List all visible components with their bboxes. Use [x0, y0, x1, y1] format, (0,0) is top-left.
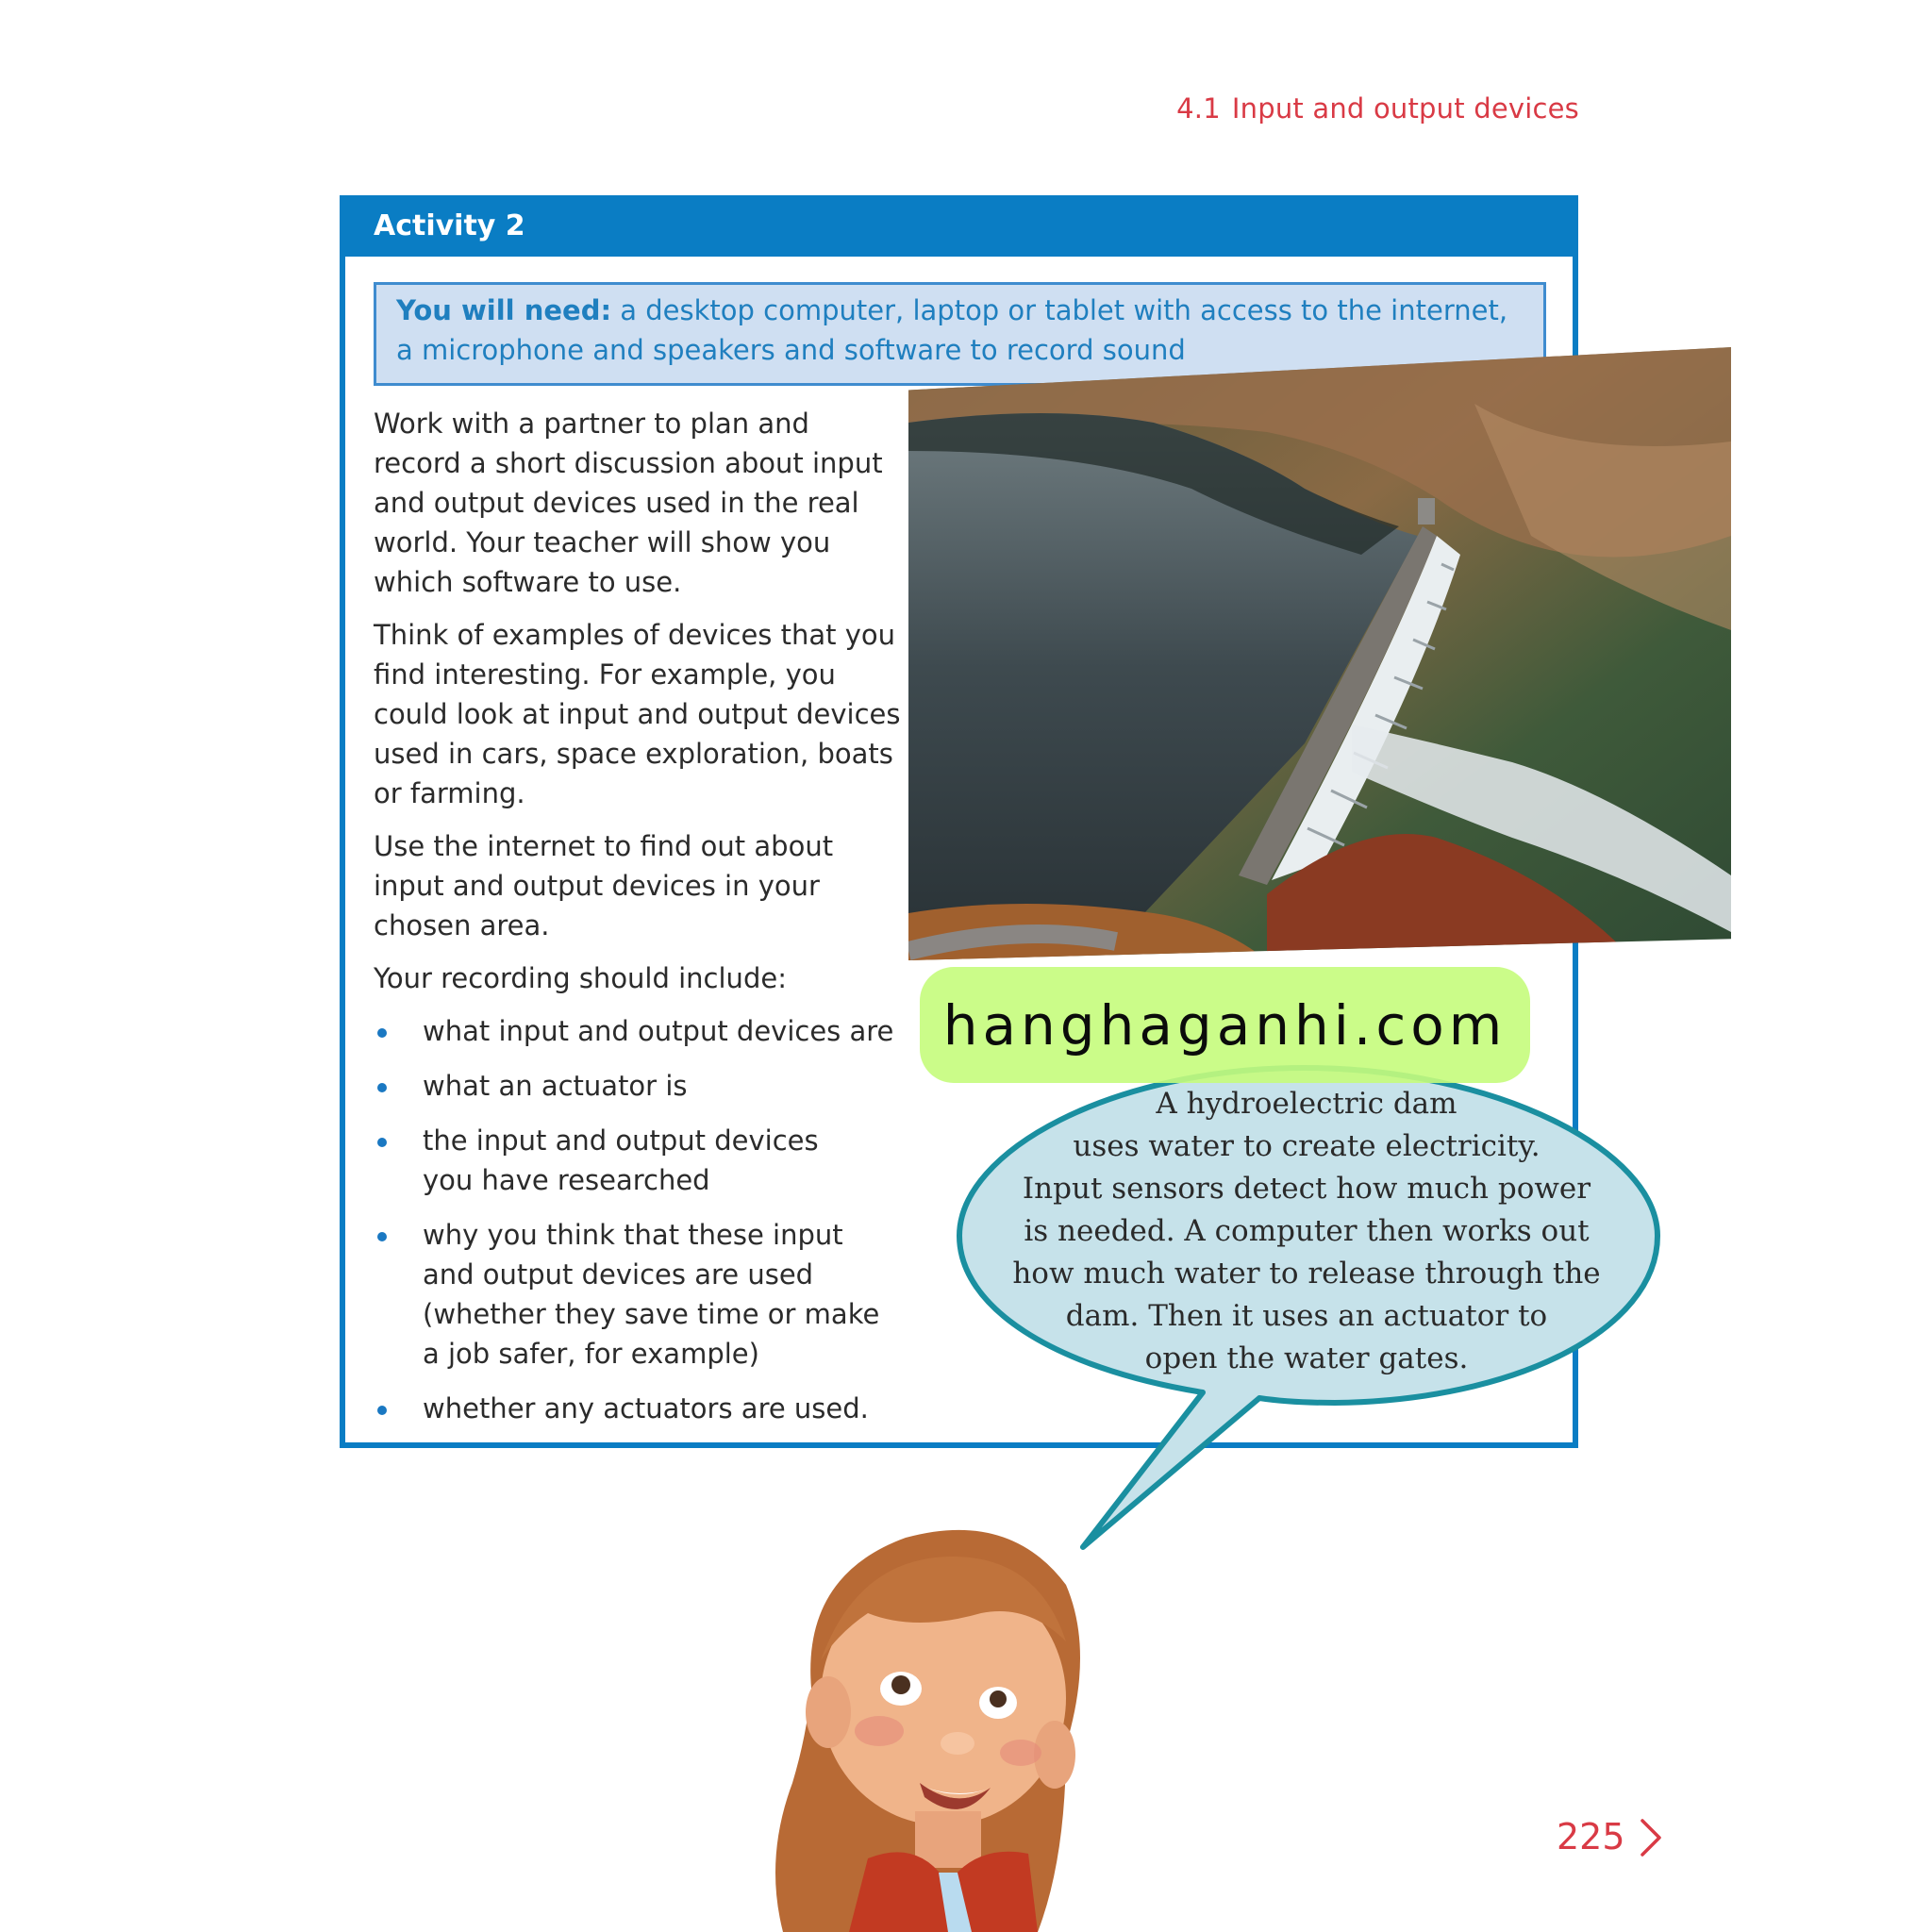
bubble-line: uses water to create electricity.: [1073, 1129, 1541, 1163]
list-item: what input and output devices are: [374, 1011, 902, 1051]
page-number: 225: [1557, 1816, 1625, 1857]
section-number: 4.1: [1176, 92, 1221, 125]
bubble-line: dam. Then it uses an actuator to: [1065, 1299, 1548, 1333]
you-will-need-line1: a desktop computer, laptop or tablet with access to the internet,: [620, 294, 1508, 326]
bubble-line: open the water gates.: [1144, 1341, 1469, 1375]
speech-bubble-text: [981, 1083, 1632, 1380]
dam-photo-image: [908, 347, 1731, 960]
bubble-line: how much water to release through the: [1012, 1257, 1601, 1291]
watermark-text: hanghaganhi.com: [942, 992, 1507, 1058]
list-item: why you think that these input and output devices are used (whether they save time or make a job safer, for example): [374, 1215, 902, 1374]
section-title: Input and output devices: [1231, 92, 1579, 125]
activity-title: Activity 2: [374, 209, 525, 242]
dam-photo: [908, 347, 1731, 960]
activity-header-bar: [340, 195, 1578, 257]
watermark-banner: [920, 967, 1530, 1083]
list-item: whether any actuators are used.: [374, 1389, 902, 1428]
paragraph: Use the internet to find out about input and output devices in your chosen area.: [374, 830, 834, 941]
recording-checklist: [374, 1011, 902, 1428]
girl-illustration: [755, 1500, 1113, 1932]
you-will-need-text: [396, 291, 1528, 370]
paragraph: Your recording should include:: [374, 962, 787, 994]
list-item: what an actuator is: [374, 1066, 800, 1106]
bubble-line: Input sensors detect how much power: [1022, 1172, 1591, 1206]
list-item: the input and output devices you have researched: [374, 1121, 838, 1200]
paragraph: Work with a partner to plan and record a short discussion about input and output devices used in the real world. Your teacher will show you which software to use.: [374, 408, 883, 598]
activity-body: [374, 404, 902, 1443]
you-will-need-line2: a microphone and speakers and software to record sound: [396, 334, 1186, 366]
running-head: [1132, 92, 1579, 125]
chevron-right-icon[interactable]: [1637, 1817, 1665, 1858]
you-will-need-label: You will need:: [396, 294, 612, 326]
bubble-line: A hydroelectric dam: [1156, 1087, 1457, 1121]
paragraph: Think of examples of devices that you find interesting. For example, you could look at input and output devices used in cars, space exploration, boats or farming.: [374, 619, 901, 809]
bubble-line: is needed. A computer then works out: [1024, 1214, 1590, 1248]
